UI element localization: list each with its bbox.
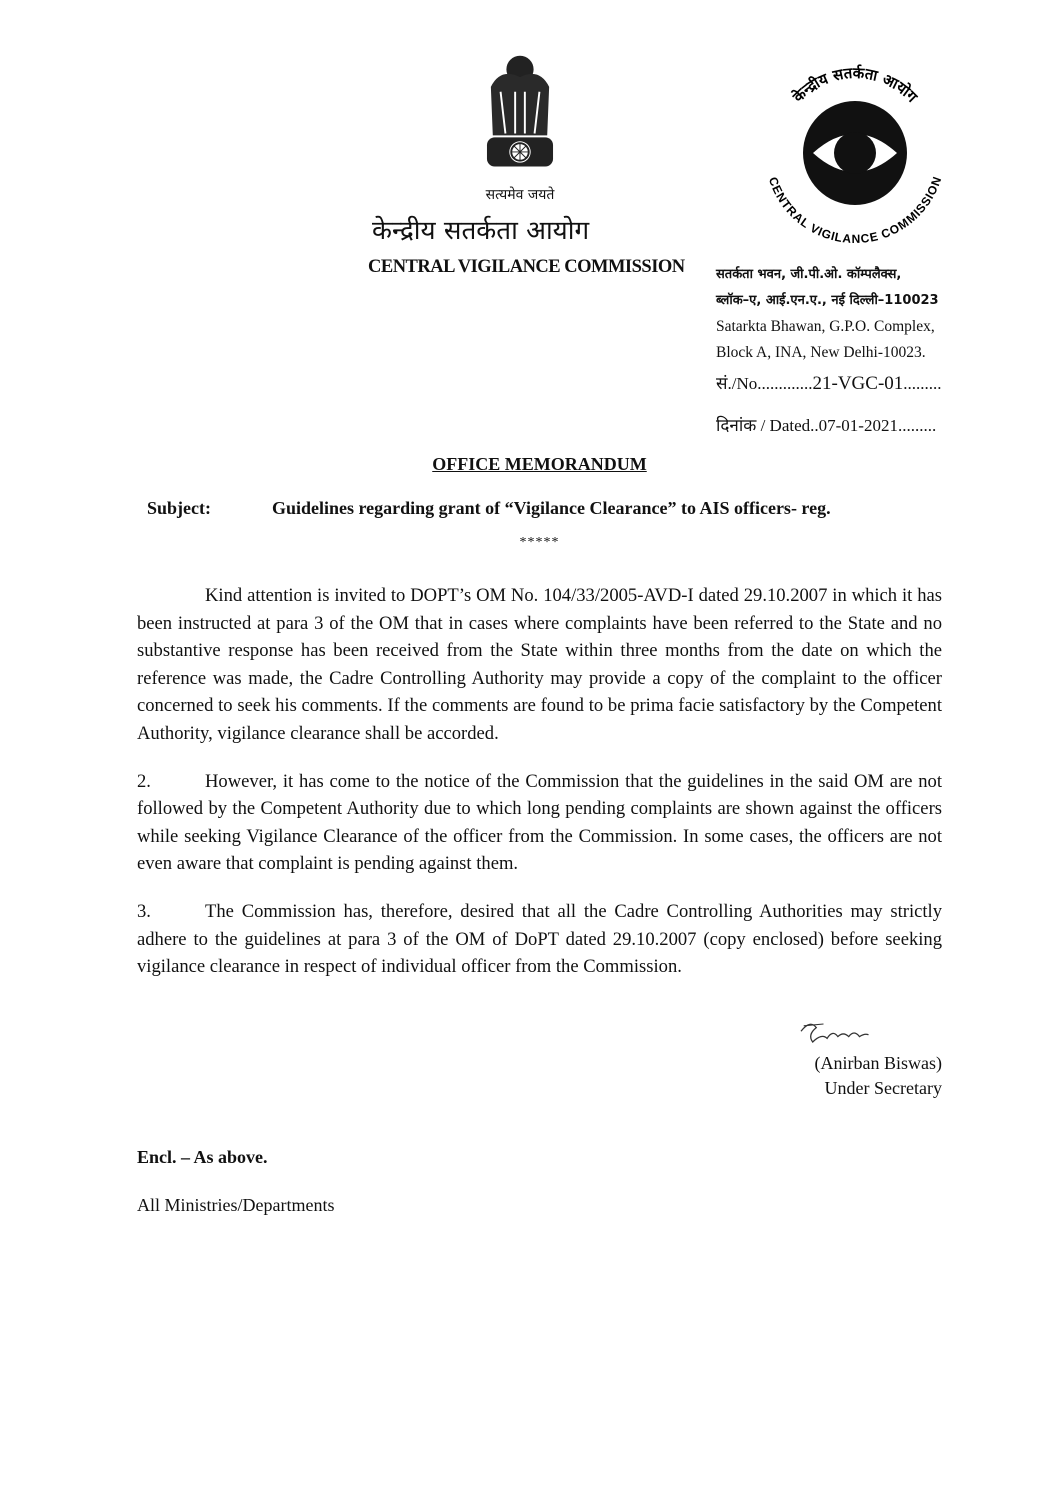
paragraph-text: The Commission has, therefore, desired that all the Cadre Controlling Authorities may strictly adhere to the guidelines at para 3 of the OM of DoPT dated 29.10.2007 (copy enclosed) before seeking vigilance clearance in respect of individual officer from the Commission.	[137, 900, 942, 978]
subject-label: Subject:	[147, 498, 211, 518]
paragraph-3	[137, 898, 942, 981]
cvc-logo-icon	[760, 58, 950, 248]
subject-row	[137, 496, 942, 520]
paragraph-text: However, it has come to the notice of the Commission that the guidelines in the said OM are not followed by the Competent Authority due to which long pending complaints are shown against the officers while seeking Vigilance Clearance of the officer from the Commission. In some cases, the officers are not even aware that complaint is pending against them.	[137, 770, 942, 875]
addressee: All Ministries/Departments	[137, 1194, 335, 1215]
memo-heading: OFFICE MEMORANDUM	[432, 454, 647, 474]
address-block	[716, 262, 939, 366]
svg-text:केन्द्रीय सतर्कता आयोग	[788, 64, 921, 107]
date-value: 07-01-2021	[818, 416, 898, 435]
reference-number	[716, 372, 942, 396]
ref-label: सं./No.............	[716, 374, 813, 393]
logo-text-hindi: केन्द्रीय सतर्कता आयोग	[789, 63, 921, 106]
signatory-block	[815, 1051, 942, 1101]
date-label: दिनांक / Dated..	[716, 416, 819, 435]
address-line: ब्लॉक–ए, आई.एन.ए., नई दिल्ली–110023	[716, 293, 939, 308]
paragraph-number: 2.	[137, 770, 151, 792]
signatory-area	[137, 1015, 942, 1101]
date-trail: .........	[897, 416, 937, 435]
signatory-designation: Under Secretary	[824, 1077, 942, 1098]
address-line: Satarkta Bhawan, G.P.O. Complex,	[716, 318, 935, 335]
org-name-english: CENTRAL VIGILANCE COMMISSION	[368, 257, 685, 277]
signature-icon	[792, 1015, 882, 1051]
address-line: Block A, INA, New Delhi-10023.	[716, 344, 926, 361]
org-name-hindi: केन्द्रीय सतर्कता आयोग	[372, 216, 590, 246]
separator: *****	[519, 535, 560, 550]
paragraph-text: Kind attention is invited to DOPT’s OM No. 104/33/2005-AVD-I dated 29.10.2007 in which it has been instructed at para 3 of the OM that in cases where complaints have been referred to the State and no substantive response has been received from the State within three months from the date on which the reference was made, the Cadre Controlling Authority may provide a copy of the complaint to the officer concerned to seek his comments. If the comments are found to be prima facie satisfactory by the Competent Authority, vigilance clearance shall be accorded.	[137, 585, 942, 744]
paragraph-2	[137, 768, 942, 878]
enclosure-note: Encl. – As above.	[137, 1146, 268, 1167]
national-emblem-icon	[470, 48, 570, 184]
address-line: सतर्कता भवन, जी.पी.ओ. कॉम्पलैक्स,	[716, 267, 902, 282]
signatory-name: (Anirban Biswas)	[814, 1052, 942, 1073]
memo-date	[716, 414, 936, 438]
subject-text: Guidelines regarding grant of “Vigilance Clearance” to AIS officers- reg.	[272, 498, 831, 518]
ref-trail: .........	[903, 374, 942, 393]
logo-text-english: CENTRAL VIGILANCE COMMISSION	[765, 174, 945, 246]
emblem-motto: सत्यमेव जयते	[485, 187, 555, 203]
ref-value: 21-VGC-01	[812, 373, 904, 394]
paragraph-number: 3.	[137, 900, 151, 922]
memo-body	[137, 452, 942, 1217]
paragraph-1	[137, 582, 942, 748]
